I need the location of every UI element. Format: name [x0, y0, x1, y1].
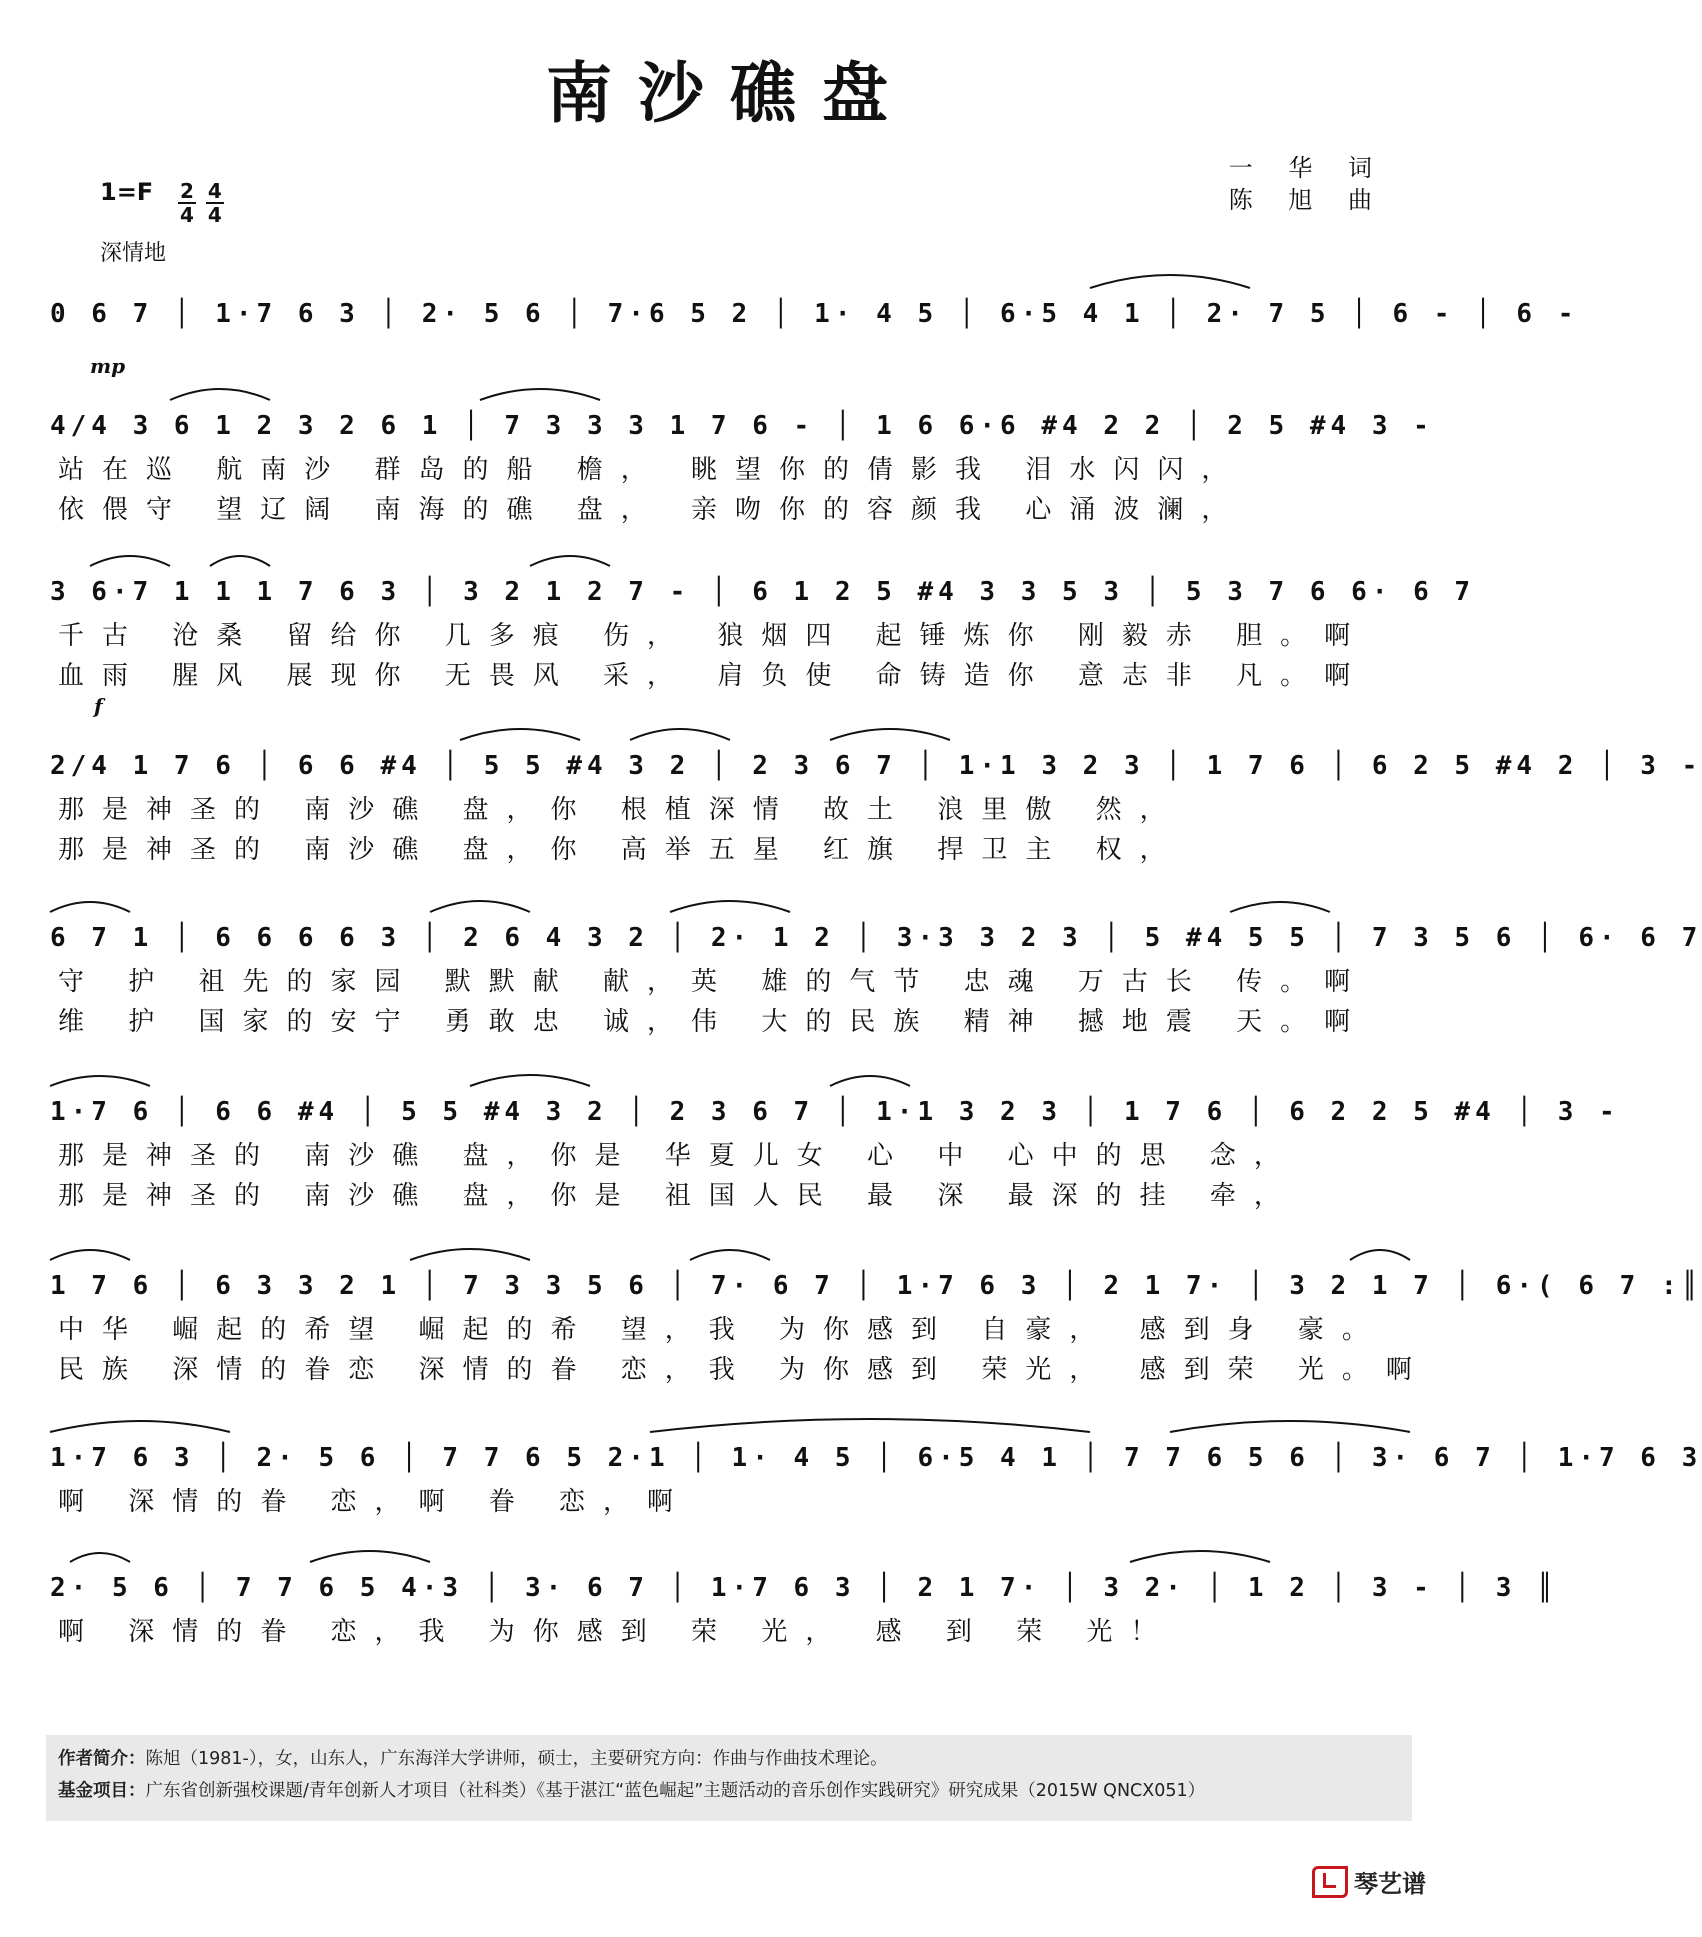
notation-line: 3 6·7 1 1 1 7 6 3 │ 3 2 1 2 7 - │ 6 1 2 5 #4 3 3 5 3 │ 5 3 7 6 6· 6 7: [50, 577, 1476, 607]
time-signature-2-4: $\frac{2}{4}$: [180, 179, 194, 227]
lyric-verse-1: 站在巡 航南沙 群岛的船 檐， 眺望你的倩影我 泪水闪闪，: [58, 455, 1246, 485]
notation-line: 6 7 1 │ 6 6 6 6 3 │ 2 6 4 3 2 │ 2· 1 2 │ 3·3 3 2 3 │ 5 #4 5 5 │ 7 3 5 6 │ 6· 6 7: [50, 923, 1702, 953]
slur-marks: [50, 890, 1410, 914]
author-info: 作者简介：陈旭（1981-），女，山东人，广东海洋大学讲师，硕士，主要研究方向：作曲与作曲技术理论。: [58, 1749, 888, 1769]
notation-line: 0 6 7 │ 1·7 6 3 │ 2· 5 6 │ 7·6 5 2 │ 1· 4 5 │ 6·5 4 1 │ 2· 7 5 │ 6 - │ 6 -: [50, 299, 1579, 329]
score-system-7: [50, 1262, 1702, 1390]
composer: 陈 旭 曲: [1228, 186, 1386, 214]
lyricist: 一 华 词: [1228, 154, 1386, 182]
score-system-6: [50, 1088, 1620, 1216]
lyric-verse-2: 维 护 国家的安宁 勇敢忠 诚，伟 大的民族 精神 撼地震 天。啊: [58, 1007, 1369, 1037]
tempo-marking: 深情地: [100, 241, 167, 266]
score-system-1: [50, 290, 1579, 338]
score-system-4: [50, 694, 1702, 870]
fund-info: 基金项目：广东省创新强校课题/青年创新人才项目（社科类）《基于湛江“蓝色崛起”主题活动的音乐创作实践研究》研究成果（2015W QNCX051）: [58, 1781, 1206, 1801]
lyric-verse-2: 那是神圣的 南沙礁 盘，你 高举五星 红旗 捍卫主 权，: [58, 835, 1184, 865]
logo-icon: [1312, 1866, 1348, 1898]
lyric-verse-1: 那是神圣的 南沙礁 盘，你 根植深情 故土 浪里傲 然，: [58, 795, 1184, 825]
notation-line: 2· 5 6 │ 7 7 6 5 4·3 │ 3· 6 7 │ 1·7 6 3 │ 2 1 7· │ 3 2· │ 1 2 │ 3 - │ 3 ║: [50, 1573, 1558, 1603]
score-system-9: [50, 1564, 1558, 1652]
lyric-verse-2: 民族 深情的眷恋 深情的眷 恋，我 为你感到 荣光， 感到荣 光。啊: [58, 1355, 1430, 1385]
slur-marks: [50, 1064, 1410, 1088]
slur-marks: [50, 266, 1410, 290]
notation-line: 1·7 6 │ 6 6 #4 │ 5 5 #4 3 2 │ 2 3 6 7 │ 1·1 3 2 3 │ 1 7 6 │ 6 2 2 5 #4 │ 3 -: [50, 1097, 1620, 1127]
notation-line: 1 7 6 │ 6 3 3 2 1 │ 7 3 3 5 6 │ 7· 6 7 │ 1·7 6 3 │ 2 1 7· │ 3 2 1 7 │ 6·( 6 7 :║: [50, 1271, 1702, 1301]
slur-marks: [50, 378, 1410, 402]
time-signatures: [178, 180, 224, 226]
footer-notes: [46, 1735, 1412, 1821]
credits: [1229, 152, 1386, 216]
notation-line: 2/4 1 7 6 │ 6 6 #4 │ 5 5 #4 3 2 │ 2 3 6 7 │ 1·1 3 2 3 │ 1 7 6 │ 6 2 5 #4 2 │ 3 -: [50, 751, 1702, 781]
lyric-verse-2: 那是神圣的 南沙礁 盘，你是 祖国人民 最 深 最深的挂 牵，: [58, 1181, 1298, 1211]
lyric-verse-1: 啊 深情的眷 恋，啊 眷 恋，啊: [58, 1487, 692, 1517]
slur-marks: [50, 1540, 1410, 1564]
lyric-verse-2: 血雨 腥风 展现你 无畏风 采， 肩负使 命铸造你 意志非 凡。啊: [58, 661, 1369, 691]
score-system-5: [50, 914, 1702, 1042]
lyric-verse-1: 中华 崛起的希望 崛起的希 望，我 为你感到 自豪， 感到身 豪。: [58, 1315, 1386, 1345]
score-title: 南沙礁盘: [546, 54, 914, 132]
dynamic-marking: mp: [90, 354, 126, 378]
lyric-verse-1: 守 护 祖先的家园 默默献 献，英 雄的气节 忠魂 万古长 传。啊: [58, 967, 1369, 997]
slur-marks: [50, 718, 1410, 742]
notation-line: 4/4 3 6 1 2 3 2 6 1 │ 7 3 3 3 1 7 6 - │ 1 6 6·6 #4 2 2 │ 2 5 #4 3 -: [50, 411, 1434, 441]
key-signature: 1=F: [100, 178, 154, 206]
score-system-2: [50, 354, 1434, 530]
slur-marks: [50, 1410, 1410, 1434]
lyric-verse-1: 啊 深情的眷 恋，我 为你感到 荣 光， 感 到 荣 光！: [58, 1617, 1175, 1647]
lyric-verse-1: 那是神圣的 南沙礁 盘，你是 华夏儿女 心 中 心中的思 念，: [58, 1141, 1298, 1171]
lyric-verse-1: 千古 沧桑 留给你 几多痕 伤， 狼烟四 起锤炼你 刚毅赤 胆。啊: [58, 621, 1369, 651]
watermark-logo: 琴艺谱: [1312, 1864, 1426, 1899]
notation-line: 1·7 6 3 │ 2· 5 6 │ 7 7 6 5 2·1 │ 1· 4 5 │ 6·5 4 1 │ 7 7 6 5 6 │ 3· 6 7 │ 1·7 6 3: [50, 1443, 1702, 1473]
slur-marks: [50, 544, 1410, 568]
score-system-8: [50, 1434, 1702, 1522]
dynamic-marking: f: [94, 694, 103, 718]
slur-marks: [50, 1238, 1410, 1262]
time-signature-4-4: $\frac{4}{4}$: [207, 179, 222, 227]
lyric-verse-2: 依偎守 望辽阔 南海的礁 盘， 亲吻你的容颜我 心涌波澜，: [58, 495, 1246, 525]
score-system-3: [50, 568, 1476, 696]
